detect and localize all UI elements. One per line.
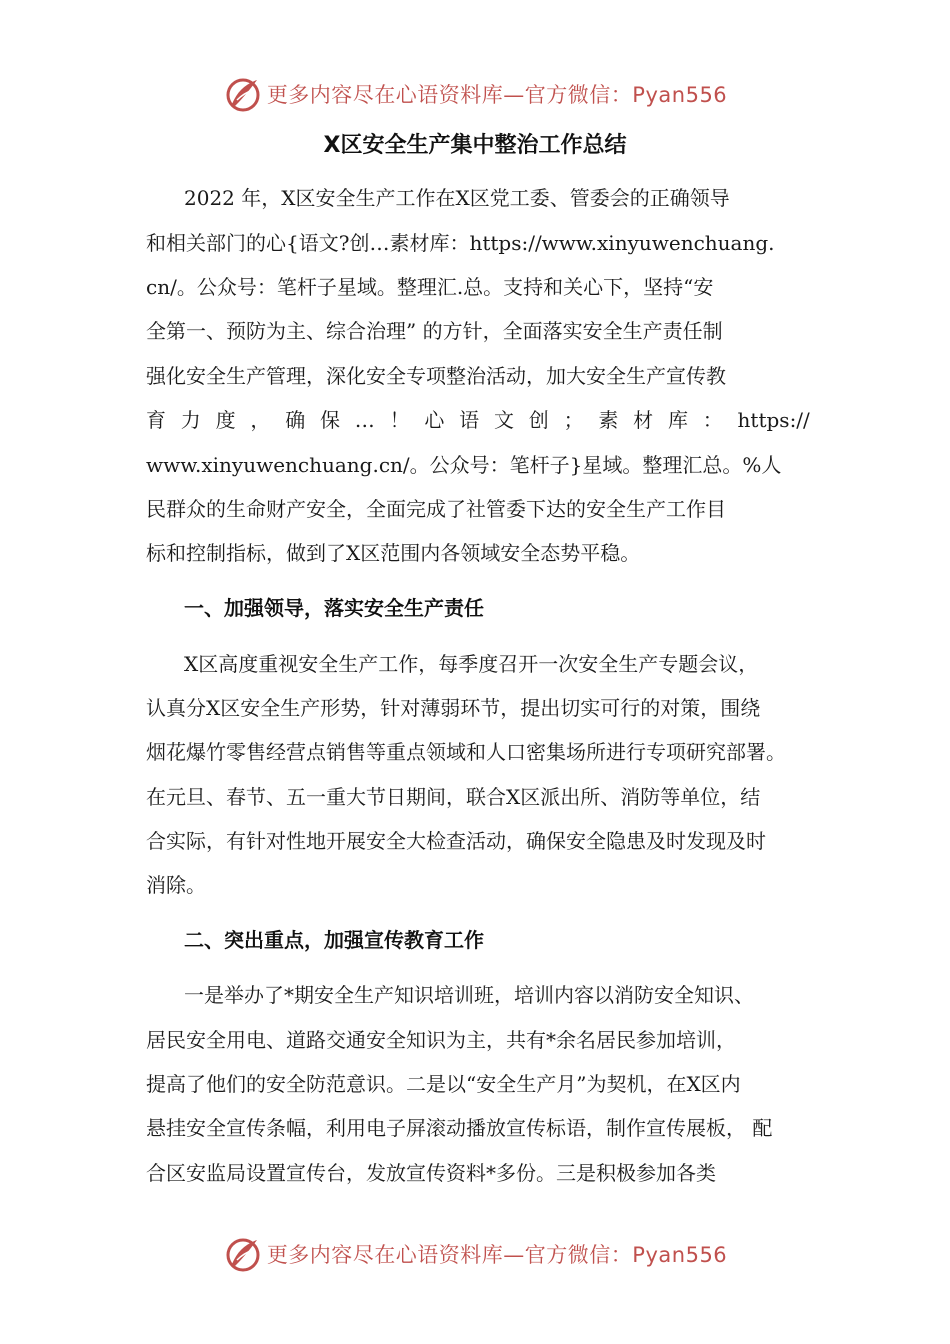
text-glyph: 保 (319, 408, 340, 432)
text-glyph: 语 (459, 408, 480, 432)
text-line: 一是举办了*期安全生产知识培训班，培训内容以消防安全知识、 (184, 983, 754, 1007)
text-line: cn/。公众号：笔杆子星域。整理汇.总。支持和关心下，坚持“安 (146, 275, 714, 299)
text-glyph: https:// (737, 408, 810, 432)
text-glyph: … (354, 408, 375, 432)
text-line: 民群众的生命财产安全，全面完成了社管委下达的安全生产工作目 (146, 497, 726, 521)
text-glyph: 库 (667, 408, 688, 432)
text-line: 在元旦、春节、五一重大节日期间，联合X区派出所、消防等单位，结 (146, 785, 761, 809)
text-line-justified (146, 405, 810, 435)
text-line: 烟花爆竹零售经营点销售等重点领域和人口密集场所进行专项研究部署。 (146, 740, 786, 764)
text-glyph: 力 (180, 408, 201, 432)
text-glyph: 文 (493, 408, 514, 432)
text-glyph: 创 (528, 408, 549, 432)
text-line: 悬挂安全宣传条幅，利用电子屏滚动播放宣传标语，制作宣传展板， 配 (146, 1116, 773, 1140)
text-glyph: 素 (598, 408, 619, 432)
text-line: 标和控制指标，做到了X区范围内各领域安全态势平稳。 (146, 541, 641, 565)
text-line: 消除。 (146, 873, 206, 897)
text-glyph: 度 (215, 408, 236, 432)
section-heading-1: 一、加强领导，落实安全生产责任 (184, 596, 484, 620)
text-glyph: ： (702, 408, 723, 432)
document-title: X区安全生产集中整治工作总结 (323, 133, 627, 158)
text-line: 合区安监局设置宣传台，发放宣传资料*多份。三是积极参加各类 (146, 1161, 716, 1185)
text-glyph: 确 (285, 408, 306, 432)
text-line: 认真分X区安全生产形势，针对薄弱环节，提出切实可行的对策，围绕 (146, 696, 761, 720)
text-glyph: 育 (146, 408, 166, 432)
text-glyph: 心 (424, 408, 445, 432)
text-line: 提高了他们的安全防范意识。二是以“安全生产月”为契机，在X区内 (146, 1072, 741, 1096)
text-line: 强化安全生产管理，深化安全专项整治活动，加大安全生产宣传教 (146, 364, 726, 388)
text-line: 居民安全用电、道路交通安全知识为主，共有*余名居民参加培训， (146, 1028, 736, 1052)
text-line: 全第一、预防为主、综合治理” 的方针，全面落实安全生产责任制 (146, 319, 723, 343)
watermark-banner-top (0, 72, 950, 116)
text-glyph: ！ (389, 408, 410, 432)
text-glyph: ； (563, 408, 584, 432)
text-glyph: ， (250, 408, 271, 432)
watermark-banner-bottom (0, 1232, 950, 1276)
text-line: www.xinyuwenchuang.cn/。公众号：笔杆子}星域。整理汇总。%人 (146, 453, 782, 477)
text-glyph: 材 (633, 408, 654, 432)
brand-logo-icon (223, 74, 263, 114)
text-line: 合实际，有针对性地开展安全大检查活动，确保安全隐患及时发现及时 (146, 829, 766, 853)
section-heading-2: 二、突出重点，加强宣传教育工作 (184, 928, 484, 952)
text-line: 和相关部门的心{语文?创…素材库：https://www.xinyuwenchuang. (146, 231, 775, 255)
watermark-text: 更多内容尽在心语资料库—官方微信：Pyan556 (266, 1243, 728, 1267)
brand-logo-icon (223, 1234, 263, 1274)
watermark-text: 更多内容尽在心语资料库—官方微信：Pyan556 (266, 83, 728, 107)
text-line: X区高度重视安全生产工作，每季度召开一次安全生产专题会议， (184, 652, 759, 676)
text-line: 2022 年，X区安全生产工作在X区党工委、管委会的正确领导 (184, 186, 730, 210)
